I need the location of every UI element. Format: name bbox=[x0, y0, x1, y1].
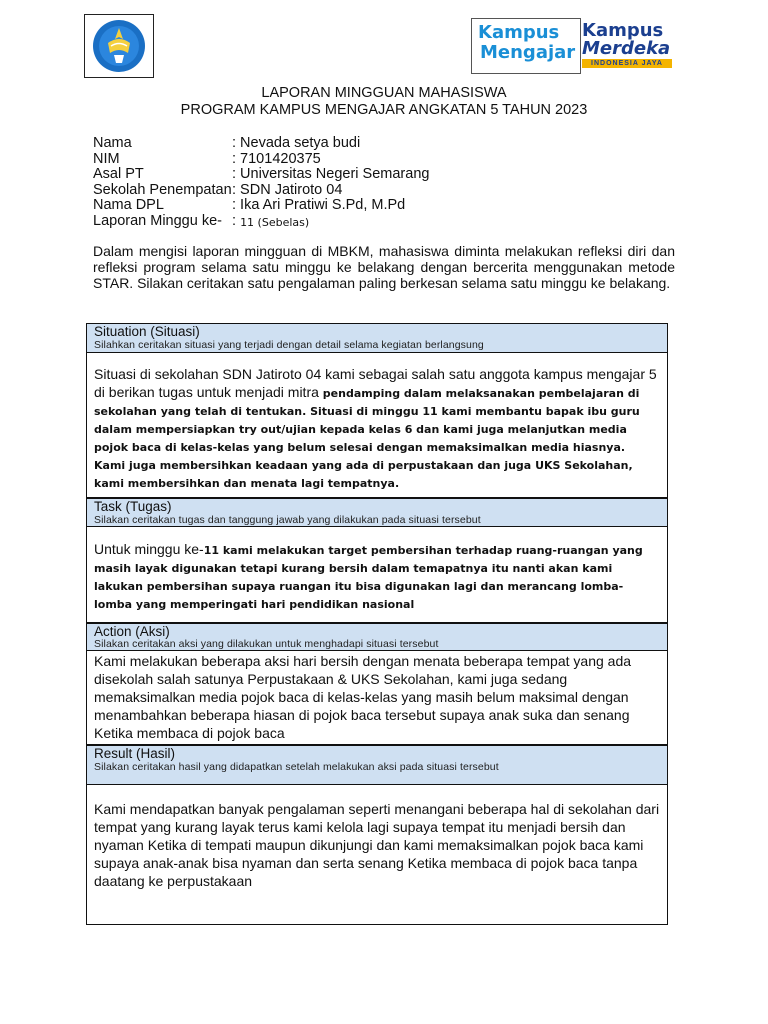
kampus-mengajar-line2: Mengajar bbox=[480, 42, 576, 63]
info-row-sekolah bbox=[93, 183, 429, 199]
result-header bbox=[86, 745, 668, 785]
info-value-prefix: : bbox=[232, 212, 241, 229]
info-row-dpl bbox=[93, 198, 429, 214]
section-title: Task (Tugas) bbox=[94, 499, 172, 514]
info-label: Sekolah Penempatan bbox=[93, 181, 232, 198]
student-info bbox=[93, 136, 429, 229]
situation-header bbox=[86, 323, 668, 353]
kampus-merdeka-line2: Merdeka bbox=[582, 38, 671, 59]
kampus-mengajar-logo bbox=[471, 18, 581, 74]
section-subtitle: Silahkan ceritakan situasi yang terjadi dengan detail selama kegiatan berlangsung bbox=[94, 339, 484, 351]
result-body bbox=[86, 785, 668, 925]
info-label: Asal PT bbox=[93, 166, 144, 182]
tut-wuri-handayani-logo bbox=[84, 14, 154, 78]
info-value: : 7101420375 bbox=[232, 150, 321, 167]
info-label: Nama bbox=[93, 135, 132, 151]
action-text: Kami melakukan beberapa aksi hari bersih dengan menata beberapa tempat yang ada disekolah salah satunya Perpustakaan & UKS Sekolahan, kami juga sedang memaksimalkan media pojok baca di kelas-kelas yang masih belum maksimal dengan menambahkan beberapa hiasan di pojok baca tersebut supaya anak suka dan senang Ketika membaca di pojok baca bbox=[94, 653, 632, 741]
section-subtitle: Silakan ceritakan hasil yang didapatkan setelah melakukan aksi pada situasi tersebut bbox=[94, 761, 499, 773]
info-label: NIM bbox=[93, 150, 120, 167]
task-body bbox=[86, 527, 668, 623]
section-subtitle: Silakan ceritakan aksi yang dilakukan untuk menghadapi situasi tersebut bbox=[94, 638, 439, 650]
info-value: 11 (Sebelas) bbox=[240, 215, 310, 229]
task-text-lead: Untuk minggu ke- bbox=[94, 541, 204, 557]
report-title-line1: LAPORAN MINGGUAN MAHASISWA bbox=[261, 85, 507, 101]
info-row-nim bbox=[93, 152, 429, 168]
kampus-mengajar-line1: Kampus bbox=[478, 22, 560, 43]
section-title: Result (Hasil) bbox=[94, 746, 176, 761]
info-value: : Ika Ari Pratiwi S.Pd, M.Pd bbox=[232, 197, 406, 213]
info-label: Nama DPL bbox=[93, 197, 164, 213]
section-subtitle: Silakan ceritakan tugas dan tanggung jawab yang dilakukan pada situasi tersebut bbox=[94, 514, 481, 526]
situation-body bbox=[86, 353, 668, 498]
info-row-asal-pt bbox=[93, 167, 429, 183]
info-row-minggu bbox=[93, 214, 429, 230]
info-value: : SDN Jatiroto 04 bbox=[232, 181, 343, 198]
info-row-nama bbox=[93, 136, 429, 152]
section-title: Action (Aksi) bbox=[94, 624, 170, 639]
action-header bbox=[86, 623, 668, 651]
task-header bbox=[86, 498, 668, 527]
task-text-rest: 11 kami melakukan target pembersihan terhadap ruang-ruangan yang masih layak digunakan tetapi kurang bersih dalam temapatnya itu nanti akan kami lakukan pembersihan supaya ruangan itu bisa digunakan lagi dan merancang lomba-lomba yang memperingati hari pendidikan nasional bbox=[94, 544, 643, 611]
kampus-merdeka-logo bbox=[582, 22, 672, 72]
intro-paragraph: Dalam mengisi laporan mingguan di MBKM, mahasiswa diminta melakukan refleksi diri dan refleksi program selama satu minggu ke belakang dengan bercerita menggunakan metode STAR. Silakan ceritakan satu pengalaman paling berkesan selama satu minggu ke belakang. bbox=[93, 243, 675, 291]
info-value: : Nevada setya budi bbox=[232, 135, 361, 151]
situation-text-rest: pendamping dalam melaksanakan pembelajaran di sekolahan yang telah di tentukan. Situasi di minggu 11 kami membantu bapak ibu guru dalam mempersiapkan try out/ujian kepada kelas 6 dan kami juga melanjutkan media pojok baca di kelas-kelas yang belum selesai dengan memaksimalkan media hiasnya. Kami juga membersihkan keadaan yang ada di perpustakaan dan juga UKS Sekolahan, kami membersihkan dan menata lagi tempatnya. bbox=[94, 387, 640, 490]
kampus-merdeka-tagline: INDONESIA JAYA bbox=[582, 59, 672, 68]
action-body bbox=[86, 651, 668, 745]
situation-text-lead: Situasi di sekolahan SDN Jatiroto 04 kami sebagai salah satu anggota kampus mengajar 5 di berikan tugas untuk menjadi mitra bbox=[94, 366, 657, 400]
section-title: Situation (Situasi) bbox=[94, 324, 200, 339]
report-title-line2: PROGRAM KAMPUS MENGAJAR ANGKATAN 5 TAHUN 2023 bbox=[180, 102, 588, 118]
ministry-emblem-icon bbox=[92, 19, 146, 73]
kampus-merdeka-line1: Kampus bbox=[582, 20, 664, 41]
info-label: Laporan Minggu ke- bbox=[93, 212, 222, 229]
result-text: Kami mendapatkan banyak pengalaman seperti menangani beberapa hal di sekolahan dari tempat yang kurang layak terus kami kelola lagi supaya tempat itu menjadi bersih dan nyaman Ketika di tempati maupun dikunjungi dan kami memaksimalkan pojok baca kami supaya anak-anak bisa nyaman dan serta senang Ketika membaca di pojok baca tanpa daatang ke perpustakaan bbox=[94, 801, 660, 889]
info-value: : Universitas Negeri Semarang bbox=[232, 166, 430, 182]
